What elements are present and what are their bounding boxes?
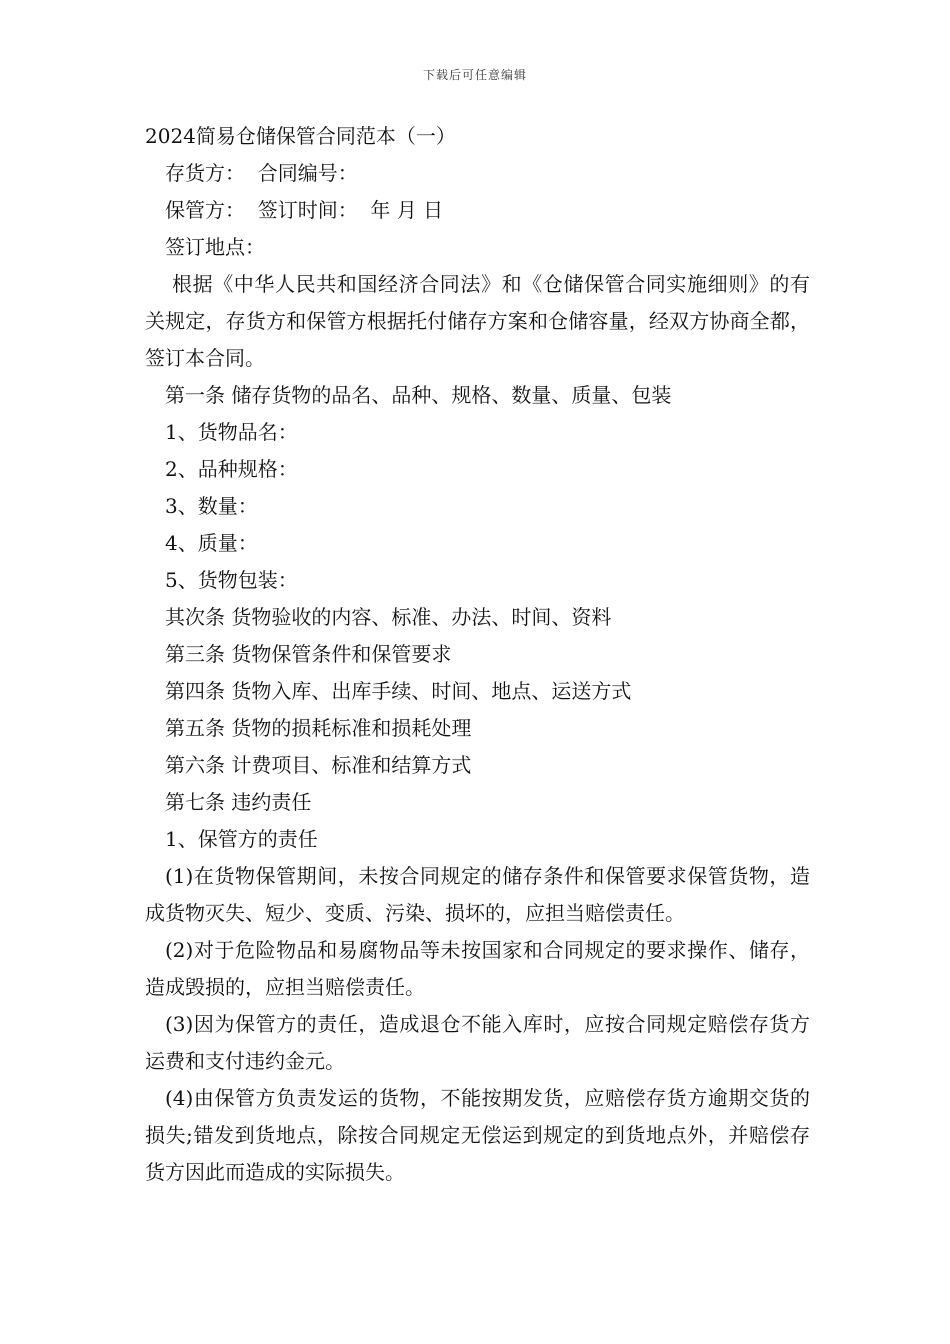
article-7-subheading: 1、保管方的责任 <box>165 827 318 851</box>
article-4-heading: 第四条 货物入库、出库手续、时间、地点、运送方式 <box>165 679 632 703</box>
article-1-item: 2、品种规格： <box>165 457 298 481</box>
depositor-line: 存货方： 合同编号： <box>165 161 358 185</box>
clause-paragraph: (3)因为保管方的责任，造成退仓不能入库时，应按合同规定赔偿存货方运费和支付违约金元。 <box>145 1012 810 1073</box>
header-note: 下载后可任意编辑 <box>422 68 527 82</box>
clause-paragraph: (2)对于危险物品和易腐物品等未按国家和合同规定的要求操作、储存，造成毁损的，应担当赔偿责任。 <box>145 938 810 999</box>
clause-paragraph: (1)在货物保管期间，未按合同规定的储存条件和保管要求保管货物，造成货物灭失、短少、变质、污染、损坏的，应担当赔偿责任。 <box>145 864 810 925</box>
article-7-heading: 第七条 违约责任 <box>165 790 312 814</box>
article-3-heading: 第三条 货物保管条件和保管要求 <box>165 642 452 666</box>
article-6-heading: 第六条 计费项目、标准和结算方式 <box>165 753 472 777</box>
article-1-item: 3、数量： <box>165 494 258 518</box>
document-title: 2024简易仓储保管合同范本（一） <box>145 124 456 148</box>
article-5-heading: 第五条 货物的损耗标准和损耗处理 <box>165 716 472 740</box>
article-1-heading: 第一条 储存货物的品名、品种、规格、数量、质量、包装 <box>165 383 672 407</box>
article-2-heading: 其次条 货物验收的内容、标准、办法、时间、资料 <box>165 605 612 629</box>
article-1-item: 5、货物包装： <box>165 568 298 592</box>
preamble-paragraph: 根据《中华人民共和国经济合同法》和《仓储保管合同实施细则》的有关规定，存货方和保管方根据托付储存方案和仓储容量，经双方协商全都，签订本合同。 <box>145 272 810 370</box>
article-1-item: 1、货物品名： <box>165 420 298 444</box>
keeper-line: 保管方： 签订时间： 年 月 日 <box>165 198 444 222</box>
document-body <box>145 118 810 1191</box>
clause-paragraph: (4)由保管方负责发运的货物，不能按期发货，应赔偿存货方逾期交货的损失;错发到货地点，除按合同规定无偿运到规定的到货地点外，并赔偿存货方因此而造成的实际损失。 <box>145 1086 810 1184</box>
place-line: 签订地点： <box>165 235 265 259</box>
article-1-item: 4、质量： <box>165 531 258 555</box>
